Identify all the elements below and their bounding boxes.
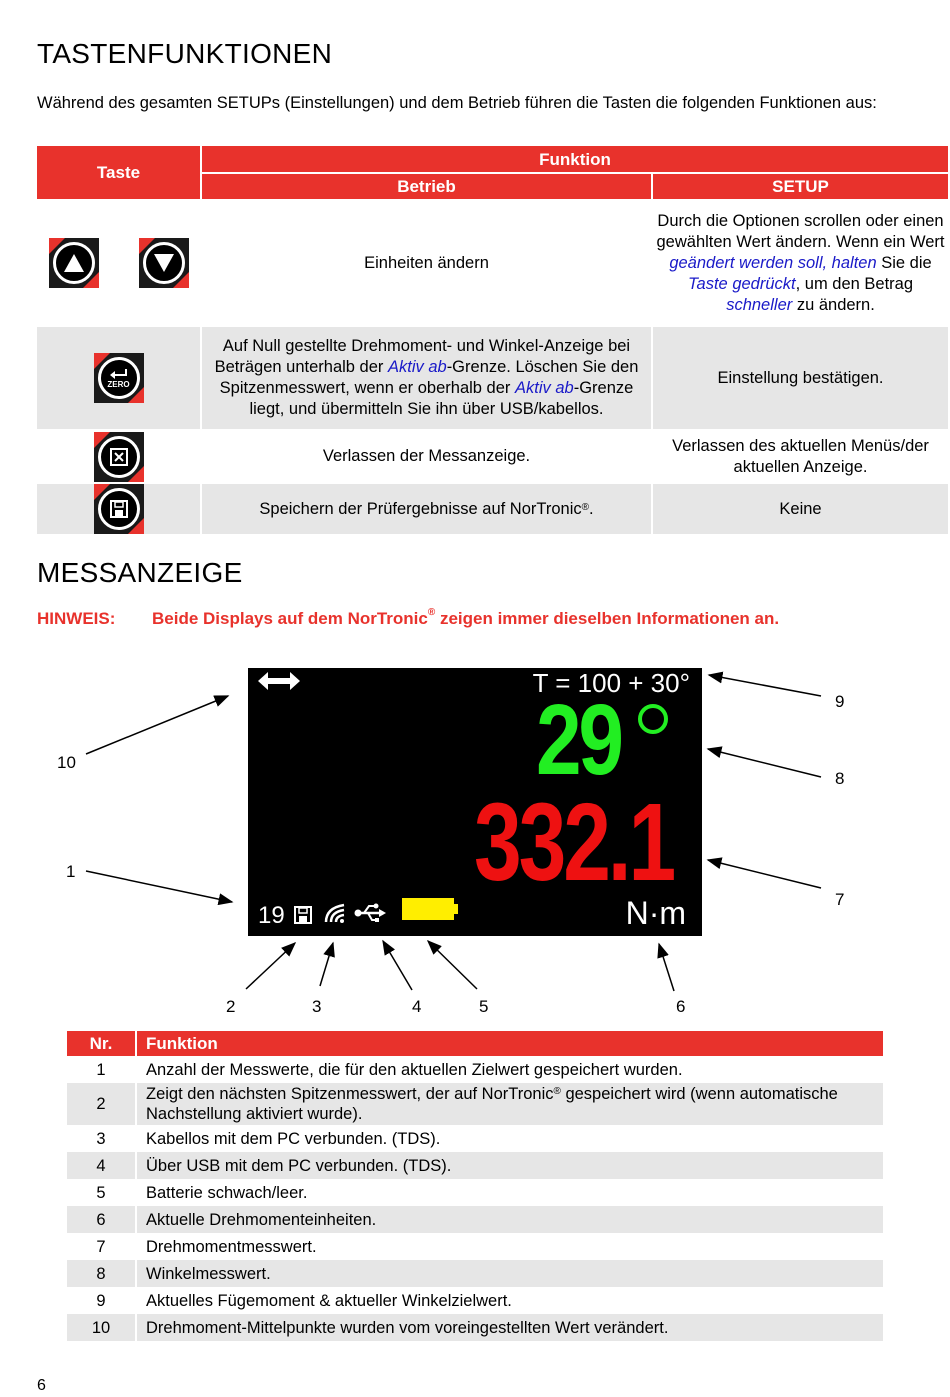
section-title-messanzeige: MESSANZEIGE [37,557,243,588]
down-arrow-icon [139,238,189,288]
key-cell [37,430,201,483]
table-row: 10 Drehmoment-Mittelpunkte wurden vom voreingestellten Wert verändert. [67,1314,883,1341]
callout-3: 3 [312,997,322,1016]
display-function-table [67,1031,883,1341]
betrieb-cell: Einheiten ändern [201,200,652,326]
table-row [37,430,948,483]
setup-cell: Durch die Optionen scrollen oder einen gewählten Wert ändern. Wenn ein Wert geändert werden soll, halten Sie die Taste gedrückt, um den Betrag schneller zu ändern. [652,200,948,326]
callout-7: 7 [835,890,845,909]
torque-unit: N·m [625,895,686,931]
table-row: 6 Aktuelle Drehmomenteinheiten. [67,1206,883,1233]
callout-4: 4 [412,997,422,1016]
setup-cell: Keine [652,483,948,534]
section-title-tastenfunktionen: TASTENFUNKTIONEN [37,38,333,69]
callout-9: 9 [835,692,845,711]
header-taste: Taste [37,146,201,200]
hinweis-label: HINWEIS: [37,609,116,628]
callout-10: 10 [57,753,76,772]
save-icon [94,484,144,534]
table-row: 8 Winkelmesswert. [67,1260,883,1287]
key-cell [37,326,201,430]
header-nr: Nr. [67,1031,136,1056]
table-row: 7 Drehmomentmesswert. [67,1233,883,1260]
torque-reading: 332.1 [474,781,674,904]
intro-paragraph: Während des gesamten SETUPs (Einstellungen) und dem Betrieb führen die Tasten die folgenden Funktionen aus: [37,94,877,112]
up-arrow-icon [49,238,99,288]
table-row: 2 Zeigt den nächsten Spitzenmesswert, der auf NorTronic® gespeichert wird (wenn automatische Nachstellung aktiviert wurde). [67,1083,883,1125]
header-funktion: Funktion [201,146,948,173]
setup-cell: Einstellung bestätigen. [652,326,948,430]
table-row: 3 Kabellos mit dem PC verbunden. (TDS). [67,1125,883,1152]
saved-count: 19 [258,902,285,929]
close-icon [94,432,144,482]
hinweis-text: Beide Displays auf dem NorTronic® zeigen immer dieselben Informationen an. [152,607,780,628]
table-row [37,200,948,326]
header-setup: SETUP [652,173,948,200]
betrieb-cell: Auf Null gestellte Drehmoment- und Winkel-Anzeige bei Beträgen unterhalb der Aktiv ab-Grenze. Löschen Sie den Spitzenmesswert, wenn er oberhalb der Aktiv ab-Grenze liegt, und übermitteln Sie ihn über USB/kabellos. [201,326,652,430]
header-funktion: Funktion [136,1031,883,1056]
key-function-table [37,146,948,534]
zero-icon: ZERO [94,353,144,403]
table-row: 9 Aktuelles Fügemoment & aktueller Winkelzielwert. [67,1287,883,1314]
betrieb-cell: Speichern der Prüfergebnisse auf NorTronic®. [201,483,652,534]
table-row [37,326,948,430]
target-value: T = 100 + 30° [532,668,690,698]
key-cell [37,200,201,326]
angle-reading: 29 [536,684,621,796]
table-row: 4 Über USB mit dem PC verbunden. (TDS). [67,1152,883,1179]
callout-6: 6 [676,997,686,1016]
header-betrieb: Betrieb [201,173,652,200]
key-cell [37,483,201,534]
callout-arrows [0,660,950,1020]
callout-1: 1 [66,862,76,881]
page-number: 6 [37,1377,46,1394]
betrieb-cell: Verlassen der Messanzeige. [201,430,652,483]
setup-cell: Verlassen des aktuellen Menüs/der aktuellen Anzeige. [652,430,948,483]
callout-2: 2 [226,997,236,1016]
table-row: 5 Batterie schwach/leer. [67,1179,883,1206]
table-row [37,483,948,534]
callout-5: 5 [479,997,489,1016]
table-row: 1 Anzahl der Messwerte, die für den aktuellen Zielwert gespeichert wurden. [67,1056,883,1083]
callout-8: 8 [835,769,845,788]
